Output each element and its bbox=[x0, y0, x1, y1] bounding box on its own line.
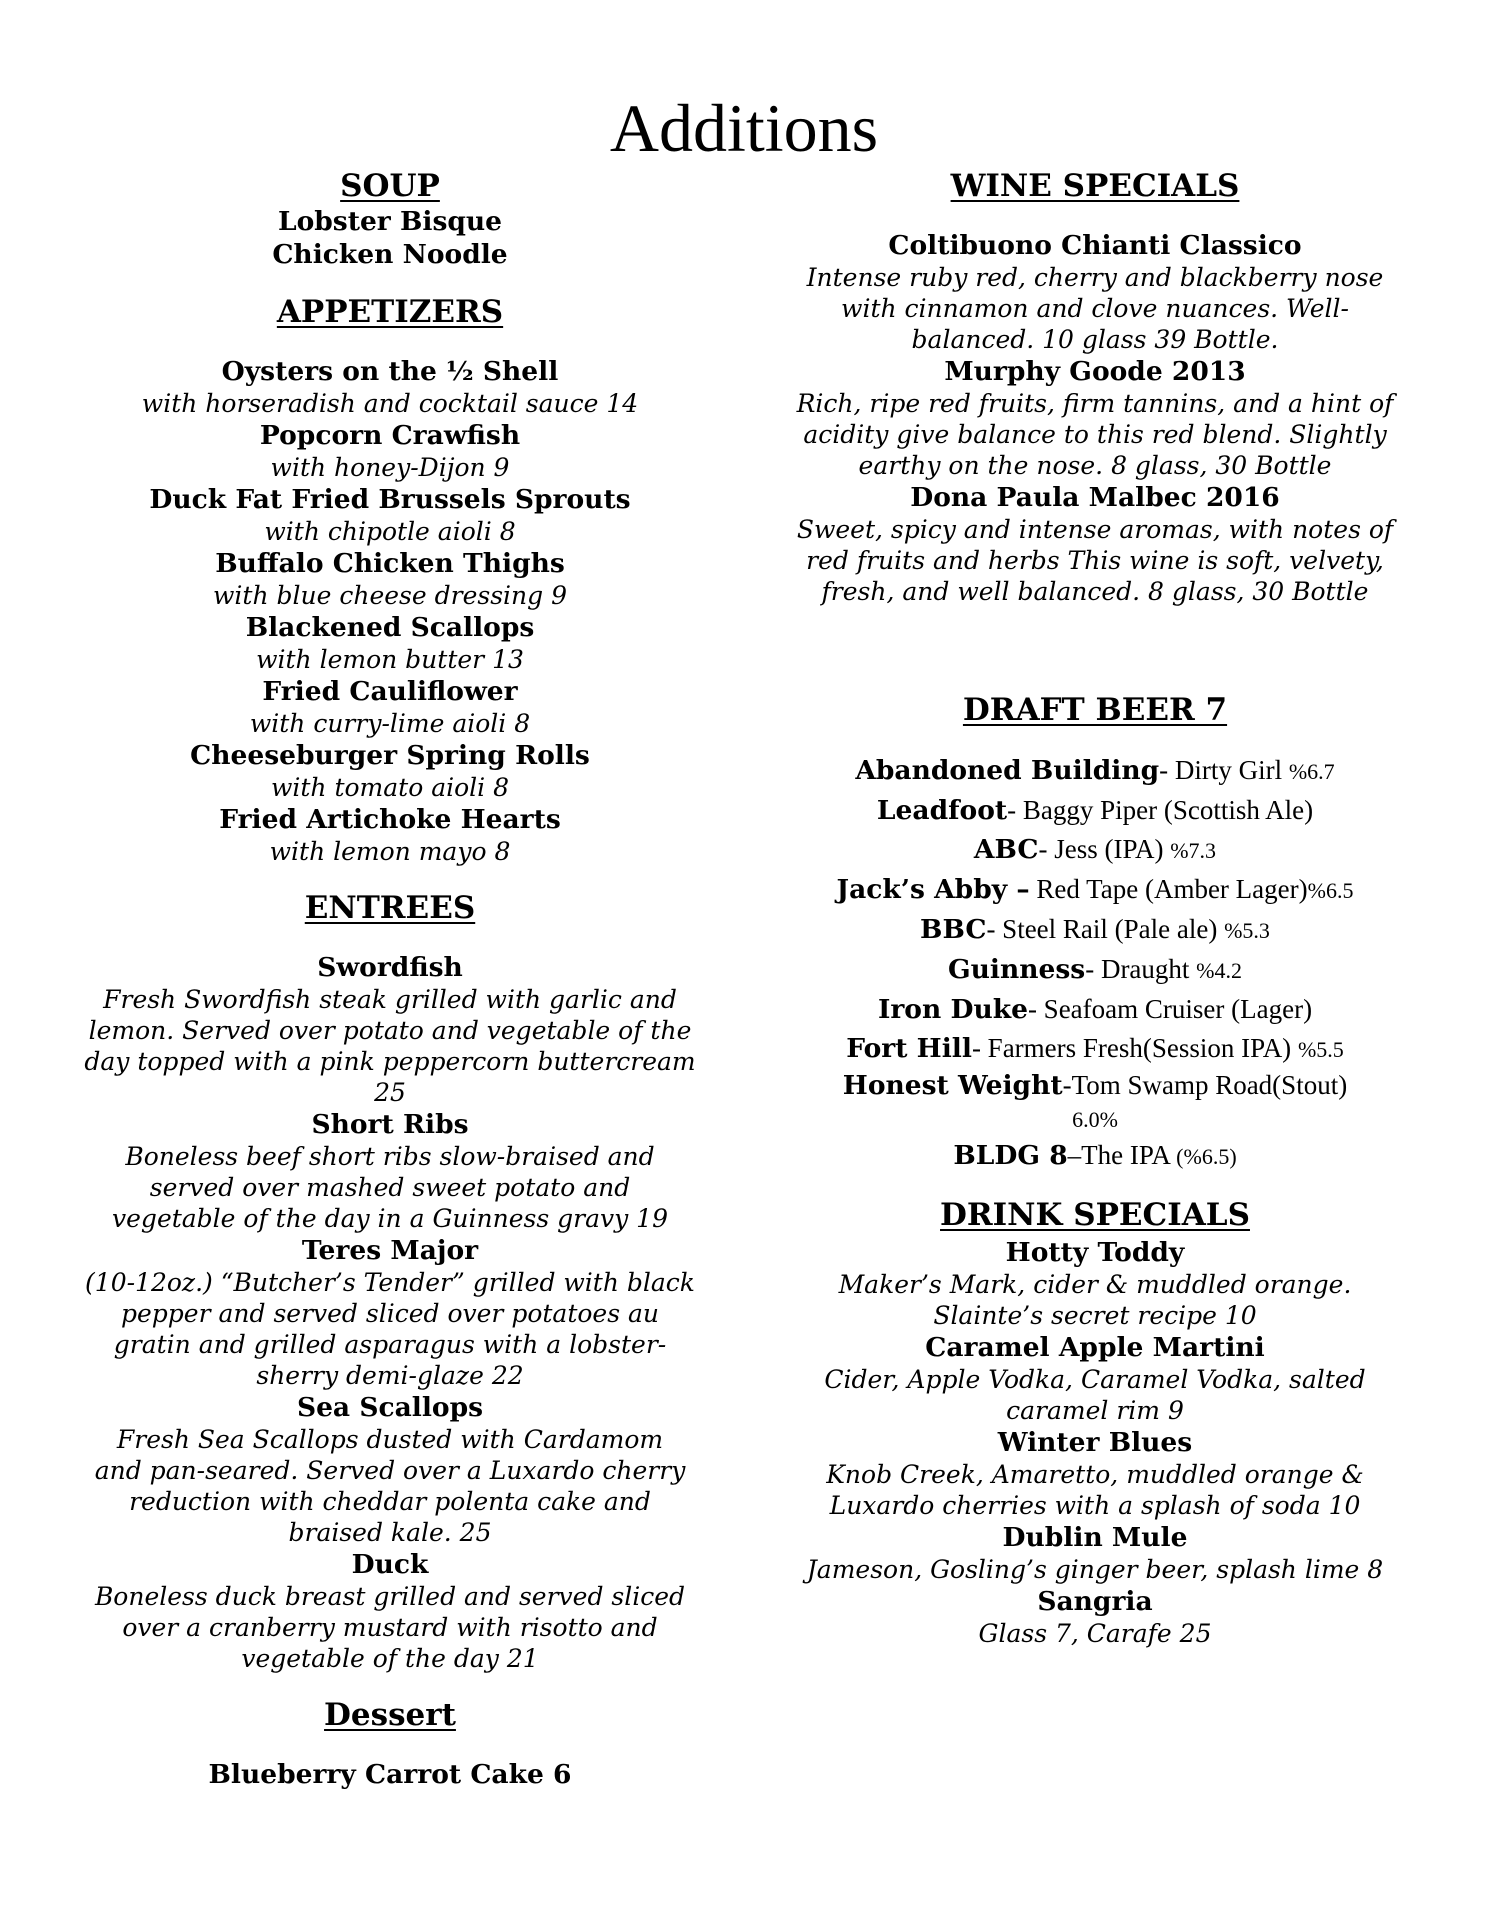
appetizer-name: Cheeseburger Spring Rolls bbox=[190, 740, 590, 771]
entree-item bbox=[70, 1234, 710, 1391]
appetizer-name: Buffalo Chicken Thighs bbox=[215, 548, 565, 579]
dessert-item: Blueberry Carrot Cake 6 bbox=[208, 1759, 572, 1790]
entree-desc-line: served over mashed sweet potato and bbox=[149, 1173, 631, 1202]
drink-desc-line: Glass 7, Carafe 25 bbox=[978, 1619, 1212, 1648]
drink-name: Dublin Mule bbox=[1002, 1522, 1188, 1553]
wine-desc-line: Intense ruby red, cherry and blackberry nose bbox=[806, 263, 1384, 292]
drink-desc-line: Jameson, Gosling’s ginger beer, splash lime 8 bbox=[806, 1555, 1384, 1584]
entree-desc-line: gratin and grilled asparagus with a lobster- bbox=[113, 1330, 667, 1359]
entrees-section bbox=[70, 887, 710, 1674]
beer-name: -Tom Swamp Road(Stout) bbox=[1062, 1070, 1348, 1100]
appetizer-desc: with tomato aioli 8 bbox=[270, 773, 510, 802]
draft-list bbox=[770, 751, 1420, 1176]
draft-section bbox=[770, 689, 1420, 1176]
drink-desc-line: Maker’s Mark, cider & muddled orange. bbox=[838, 1270, 1352, 1299]
brewery-name: Guinness bbox=[948, 954, 1086, 985]
brewery-name: Jack’s Abby – bbox=[836, 874, 1030, 905]
entree-desc-line: over a cranberry mustard with risotto and bbox=[122, 1613, 658, 1642]
entree-desc-line: Fresh Swordfish steak grilled with garlic and bbox=[103, 985, 677, 1014]
entree-desc-line: Boneless duck breast grilled and served sliced bbox=[94, 1582, 686, 1611]
beer-name: - Seafoam Cruiser (Lager) bbox=[1027, 994, 1313, 1024]
appetizer-name: Oysters on the ½ Shell bbox=[221, 356, 559, 387]
wine-desc-line: fresh, and well balanced. 8 glass, 30 Bottle bbox=[821, 577, 1369, 606]
wine-heading: WINE SPECIALS bbox=[950, 168, 1240, 204]
appetizer-item bbox=[70, 739, 710, 803]
draft-beer-row bbox=[770, 791, 1420, 830]
wine-item bbox=[770, 481, 1420, 607]
draft-beer-row bbox=[770, 830, 1420, 870]
wine-desc-line: acidity give balance to this red blend. Slightly bbox=[803, 420, 1387, 449]
draft-beer-row bbox=[770, 751, 1420, 791]
drink-item bbox=[770, 1585, 1420, 1649]
brewery-name: Abandoned Building bbox=[855, 755, 1160, 786]
wine-item bbox=[770, 229, 1420, 355]
appetizer-desc: with honey-Dijon 9 bbox=[270, 453, 510, 482]
entree-item bbox=[70, 1391, 710, 1548]
appetizer-desc: with blue cheese dressing 9 bbox=[213, 581, 567, 610]
appetizer-desc: with curry-lime aioli 8 bbox=[249, 709, 531, 738]
wine-item bbox=[770, 355, 1420, 481]
drink-item bbox=[770, 1521, 1420, 1585]
wine-name: Murphy Goode 2013 bbox=[944, 356, 1246, 387]
dessert-heading: Dessert bbox=[324, 1697, 456, 1733]
brewery-name: Iron Duke bbox=[877, 994, 1028, 1025]
drink-name: Winter Blues bbox=[997, 1427, 1193, 1458]
appetizer-name: Blackened Scallops bbox=[245, 612, 535, 643]
brewery-name: Honest Weight bbox=[842, 1070, 1063, 1101]
beer-abv: (%6.5) bbox=[1176, 1144, 1237, 1169]
draft-beer-row bbox=[770, 1029, 1420, 1069]
entree-item bbox=[70, 1548, 710, 1674]
brewery-name: ABC bbox=[973, 834, 1039, 865]
right-column bbox=[770, 165, 1420, 1649]
entree-desc-line: reduction with cheddar polenta cake and bbox=[129, 1487, 651, 1516]
beer-name: - Baggy Piper (Scottish Ale) bbox=[1007, 795, 1314, 825]
appetizers-section bbox=[70, 291, 710, 867]
beer-name: - Jess (IPA) bbox=[1038, 834, 1171, 864]
entree-item bbox=[70, 1108, 710, 1234]
wine-section bbox=[770, 165, 1420, 607]
drink-item bbox=[770, 1236, 1420, 1331]
entree-desc-line: (10-12oz.) “Butcher’s Tender” grilled with black bbox=[85, 1268, 695, 1297]
entree-desc-line: day topped with a pink peppercorn buttercream bbox=[84, 1047, 696, 1076]
entrees-heading: ENTREES bbox=[304, 890, 476, 926]
beer-name: –The IPA bbox=[1067, 1140, 1177, 1170]
drink-name: Sangria bbox=[1037, 1586, 1153, 1617]
beer-abv: 6.0% bbox=[1072, 1107, 1118, 1132]
drink-desc-line: caramel rim 9 bbox=[1006, 1396, 1184, 1425]
appetizer-item bbox=[70, 483, 710, 547]
soup-section bbox=[70, 165, 710, 271]
wine-desc-line: with cinnamon and clove nuances. Well- bbox=[841, 294, 1349, 323]
appetizer-name: Fried Artichoke Hearts bbox=[219, 804, 561, 835]
soup-item: Lobster Bisque bbox=[277, 206, 503, 237]
entree-name: Sea Scallops bbox=[296, 1392, 484, 1423]
beer-abv: %7.3 bbox=[1170, 838, 1217, 863]
drinks-list bbox=[770, 1236, 1420, 1649]
appetizer-desc: with horseradish and cocktail sauce 14 bbox=[141, 389, 639, 418]
entree-desc-line: vegetable of the day 21 bbox=[241, 1644, 539, 1673]
draft-beer-row bbox=[770, 1136, 1420, 1176]
brewery-name: BLDG 8 bbox=[953, 1140, 1068, 1171]
draft-beer-row bbox=[770, 910, 1420, 950]
wine-desc-line: Sweet, spicy and intense aromas, with notes of bbox=[796, 515, 1394, 544]
wine-name: Dona Paula Malbec 2016 bbox=[910, 482, 1280, 513]
entree-desc-line: vegetable of the day in a Guinness gravy 19 bbox=[112, 1204, 668, 1233]
draft-beer-row bbox=[770, 950, 1420, 990]
brewery-name: Fort Hill bbox=[846, 1033, 972, 1064]
appetizer-desc: with lemon mayo 8 bbox=[269, 837, 511, 866]
appetizer-name: Fried Cauliflower bbox=[262, 676, 518, 707]
drink-item bbox=[770, 1331, 1420, 1426]
appetizer-item bbox=[70, 547, 710, 611]
entree-desc-line: and pan-seared. Served over a Luxardo cherry bbox=[94, 1456, 686, 1485]
appetizer-item bbox=[70, 611, 710, 675]
soup-heading: SOUP bbox=[340, 168, 440, 204]
draft-heading: DRAFT BEER 7 bbox=[962, 692, 1228, 728]
wine-desc-line: Rich, ripe red fruits, firm tannins, and a hint of bbox=[796, 389, 1394, 418]
soup-item: Chicken Noodle bbox=[272, 239, 508, 270]
page-title: Additions bbox=[609, 90, 879, 166]
appetizer-name: Duck Fat Fried Brussels Sprouts bbox=[149, 484, 631, 515]
wine-desc-line: balanced. 10 glass 39 Bottle. bbox=[911, 325, 1279, 354]
entrees-list bbox=[70, 951, 710, 1674]
appetizers-heading: APPETIZERS bbox=[276, 294, 504, 330]
wine-list bbox=[770, 229, 1420, 607]
brewery-name: BBC bbox=[920, 914, 987, 945]
entree-desc-line: braised kale. 25 bbox=[288, 1518, 492, 1547]
entree-name: Duck bbox=[351, 1549, 429, 1580]
entree-desc-line: sherry demi-glaze 22 bbox=[256, 1361, 524, 1390]
appetizer-item bbox=[70, 355, 710, 419]
beer-abv: %6.5 bbox=[1307, 878, 1354, 903]
appetizer-desc: with lemon butter 13 bbox=[256, 645, 524, 674]
beer-name: - Draught bbox=[1085, 954, 1197, 984]
beer-abv: %6.7 bbox=[1288, 759, 1335, 784]
drinks-heading: DRINK SPECIALS bbox=[940, 1197, 1250, 1233]
appetizer-name: Popcorn Crawfish bbox=[259, 420, 521, 451]
entree-desc-line: Boneless beef short ribs slow-braised and bbox=[125, 1142, 655, 1171]
entree-desc-line: pepper and served sliced over potatoes au bbox=[120, 1299, 659, 1328]
drink-desc-line: Cider, Apple Vodka, Caramel Vodka, salted bbox=[824, 1365, 1366, 1394]
appetizer-item bbox=[70, 803, 710, 867]
left-column bbox=[70, 165, 710, 1791]
wine-name: Coltibuono Chianti Classico bbox=[888, 230, 1302, 261]
drink-name: Caramel Apple Martini bbox=[925, 1332, 1265, 1363]
drink-desc-line: Slainte’s secret recipe 10 bbox=[933, 1301, 1257, 1330]
entree-name: Swordfish bbox=[317, 952, 463, 983]
draft-beer-row bbox=[770, 870, 1420, 910]
entree-desc-line: lemon. Served over potato and vegetable of the bbox=[88, 1016, 692, 1045]
appetizer-item bbox=[70, 675, 710, 739]
beer-name: Red Tape (Amber Lager) bbox=[1029, 874, 1308, 904]
entree-item bbox=[70, 951, 710, 1108]
dessert-section bbox=[70, 1694, 710, 1791]
beer-name: - Dirty Girl bbox=[1159, 755, 1289, 785]
draft-beer-row bbox=[770, 990, 1420, 1029]
appetizer-desc: with chipotle aioli 8 bbox=[264, 517, 516, 546]
draft-beer-row bbox=[770, 1069, 1420, 1136]
wine-desc-line: earthy on the nose. 8 glass, 30 Bottle bbox=[858, 451, 1332, 480]
entree-desc-line: 25 bbox=[374, 1078, 406, 1107]
beer-abv: %5.5 bbox=[1297, 1037, 1344, 1062]
beer-abv: %5.3 bbox=[1224, 918, 1270, 943]
drink-name: Hotty Toddy bbox=[1005, 1237, 1185, 1268]
entree-desc-line: Fresh Sea Scallops dusted with Cardamom bbox=[116, 1425, 664, 1454]
beer-name: - Steel Rail (Pale ale) bbox=[986, 914, 1225, 944]
drinks-section bbox=[770, 1194, 1420, 1649]
wine-desc-line: red fruits and herbs This wine is soft, velvety, bbox=[806, 546, 1384, 575]
entree-name: Short Ribs bbox=[311, 1109, 469, 1140]
appetizer-item bbox=[70, 419, 710, 483]
drink-item bbox=[770, 1426, 1420, 1521]
entree-name: Teres Major bbox=[301, 1235, 479, 1266]
beer-name: - Farmers Fresh(Session IPA) bbox=[971, 1033, 1298, 1063]
drink-desc-line: Knob Creek, Amaretto, muddled orange & bbox=[826, 1460, 1364, 1489]
drink-desc-line: Luxardo cherries with a splash of soda 10 bbox=[829, 1491, 1361, 1520]
beer-abv: %4.2 bbox=[1196, 958, 1242, 983]
brewery-name: Leadfoot bbox=[876, 795, 1008, 826]
appetizers-list bbox=[70, 355, 710, 867]
